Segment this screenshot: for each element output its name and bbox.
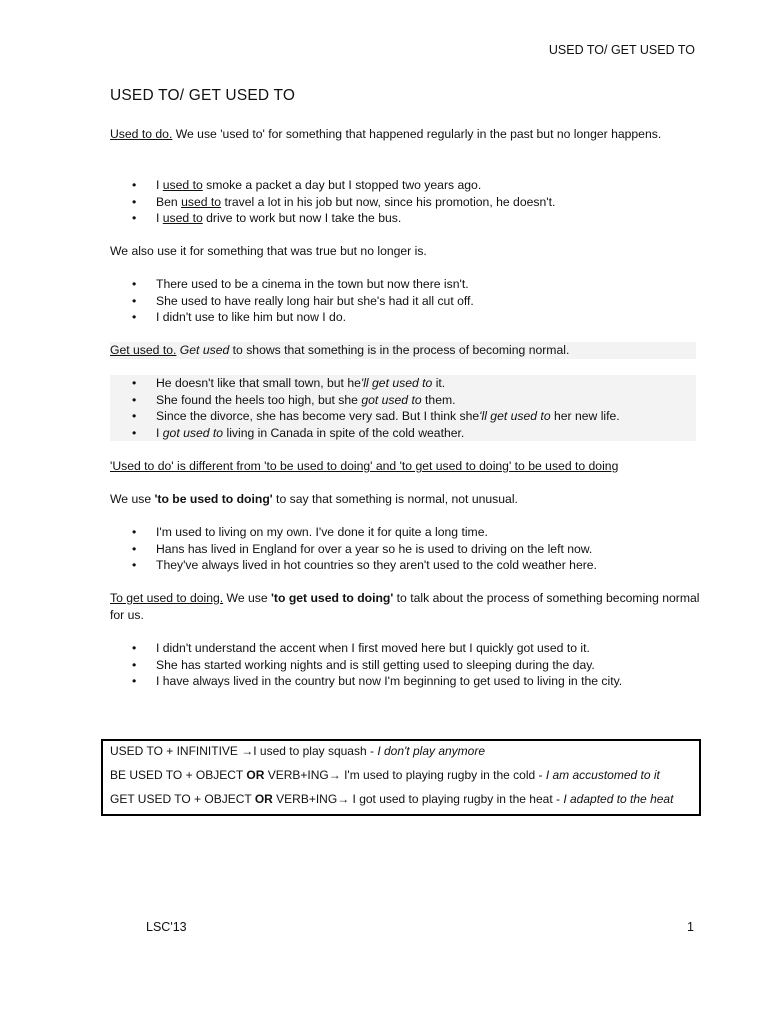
bullet-icon: •: [132, 376, 137, 390]
bullet-icon: •: [132, 674, 137, 689]
arrow-icon: →: [241, 744, 254, 758]
bullet-list-get-used-to: [110, 375, 696, 441]
bullet-icon: •: [132, 194, 137, 209]
bullet-icon: •: [132, 211, 137, 226]
arrow-icon: →: [337, 792, 350, 806]
page-title: USED TO/ GET USED TO: [110, 87, 296, 104]
list-item: • I have always lived in the country but now I'm beginning to get used to living in the city.: [132, 674, 623, 689]
summary-row-be-used-to: BE USED TO + OBJECT OR VERB+ING→ I'm used to playing rugby in the cold - I am accustomed to it: [110, 768, 660, 782]
list-item: • She has started working nights and is still getting used to sleeping during the day.: [132, 657, 595, 672]
list-item: • They've always lived in hot countries so they aren't used to the cold weather here.: [132, 558, 597, 573]
section-get-used-to-intro: Get used to. Get used to shows that something is in the process of becoming normal.: [110, 342, 696, 359]
running-header: USED TO/ GET USED TO: [548, 43, 695, 57]
summary-box: [101, 739, 701, 816]
bullet-icon: •: [132, 558, 137, 573]
section-lead: Used to do.: [110, 127, 173, 141]
list-item: • I used to drive to work but now I take the bus.: [132, 211, 402, 226]
bullet-icon: •: [132, 409, 137, 424]
bullet-icon: •: [132, 425, 137, 440]
footer-label: LSC'13: [146, 920, 187, 934]
section-lead: To get used to doing.: [110, 591, 224, 605]
section-true-no-longer: We also use it for something that was true but no longer is.: [110, 244, 427, 258]
list-item: • She found the heels too high, but she got used to them.: [132, 392, 456, 407]
list-item: • I didn't use to like him but now I do.: [132, 310, 346, 325]
list-item: • There used to be a cinema in the town but now there isn't.: [132, 277, 469, 291]
list-item: • Hans has lived in England for over a year so he is used to driving on the left now.: [132, 541, 593, 556]
bullet-icon: •: [132, 310, 137, 325]
bullet-icon: •: [132, 541, 137, 556]
bullet-icon: •: [132, 277, 137, 291]
bullet-icon: •: [132, 641, 137, 655]
bullet-list-no-longer-true: [110, 276, 700, 326]
bullet-icon: •: [132, 293, 137, 308]
list-item: • I got used to living in Canada in spite of the cold weather.: [132, 425, 465, 440]
list-item: • I'm used to living on my own. I've done it for quite a long time.: [132, 525, 488, 539]
arrow-icon: →: [328, 768, 341, 782]
bullet-icon: •: [132, 525, 137, 539]
bullet-icon: •: [132, 392, 137, 407]
bullet-icon: •: [132, 178, 137, 192]
list-item: • Ben used to travel a lot in his job but now, since his promotion, he doesn't.: [132, 194, 556, 209]
list-item: • He doesn't like that small town, but he'll get used to it.: [132, 376, 446, 390]
summary-row-used-to: USED TO + INFINITIVE →I used to play squash - I don't play anymore: [110, 744, 486, 758]
bullet-list-be-used-to: [110, 524, 700, 574]
section-text: We use 'used to' for something that happened regularly in the past but no longer happens.: [172, 127, 662, 141]
bullet-list-used-to: [110, 177, 700, 227]
section-used-to-do-intro: [110, 126, 700, 143]
list-item: • I didn't understand the accent when I first moved here but I quickly got used to it.: [132, 641, 590, 655]
list-item: • I used to smoke a packet a day but I stopped two years ago.: [132, 178, 482, 192]
page-number: 1: [687, 920, 694, 934]
section-lead: Get used to.: [110, 343, 177, 357]
section-be-used-to-intro: We use 'to be used to doing' to say that something is normal, not unusual.: [110, 492, 518, 506]
summary-row-get-used-to: GET USED TO + OBJECT OR VERB+ING→ I got used to playing rugby in the heat - I adapted to the heat: [110, 792, 674, 806]
section-difference-heading: 'Used to do' is different from 'to be used to doing' and 'to get used to doing' to be used to doing: [110, 459, 619, 473]
bullet-list-to-get-used-to-doing: [110, 640, 700, 690]
list-item: • Since the divorce, she has become very sad. But I think she'll get used to her new life.: [132, 409, 620, 424]
bullet-icon: •: [132, 657, 137, 672]
section-to-get-used-to-doing-intro: To get used to doing. We use 'to get used to doing' to talk about the process of something becoming normal for us.: [110, 591, 700, 622]
list-item: • She used to have really long hair but she's had it all cut off.: [132, 293, 474, 308]
